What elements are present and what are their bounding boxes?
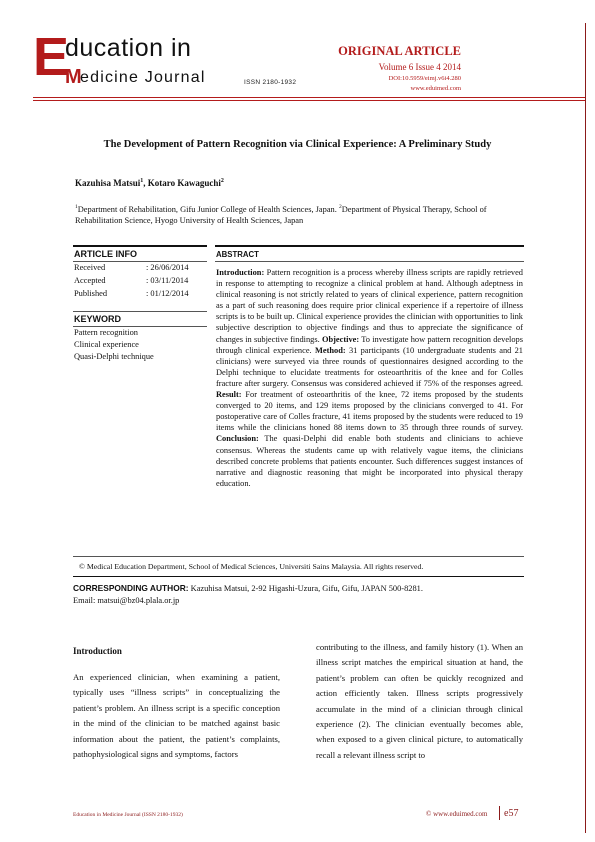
footer-website-link[interactable]: © www.eduimed.com — [426, 810, 488, 818]
abstract-rule-thick — [215, 245, 524, 247]
author-list — [75, 178, 224, 188]
abstract-objective-label: Objective: — [321, 334, 360, 344]
keyword-rule-bottom — [73, 326, 207, 327]
corresponding-author — [73, 582, 533, 607]
abstract-method: 31 participants (10 undergraduate students and 21 clinicians) were surveyed via three rounds of questionnaires designed according to the Delphi technique to elucidate treatments for osteoarthritis of the knee and for Colles fracture after surgery. Consensus was considered achieved if 75% of the responses agreed. — [216, 345, 523, 388]
affiliation-text: Department of Rehabilitation, Gifu Junior College of Health Sciences, Japan. — [77, 204, 339, 214]
keyword-item: Clinical experience — [74, 340, 139, 349]
logo-letter-m: M — [65, 66, 82, 88]
info-rule-thin — [73, 261, 207, 262]
accepted-label: Accepted — [74, 276, 106, 285]
author-separator: , — [143, 178, 148, 188]
author-affil-marker: 2 — [220, 178, 224, 184]
article-info-heading: ARTICLE INFO — [74, 249, 137, 259]
body-column-left: An experienced clinician, when examining a patient, typically uses “illness scripts” in conceptualizing the patient’s problem. An illness script is a specific conception in the mind of the clinician to be matched against basic information about the patient, the patient’s complaints, pathophysiological signs and symptoms, factors — [73, 672, 280, 760]
logo-text-line1: ducation in — [65, 34, 192, 62]
abstract-conclusion-label: Conclusion: — [216, 434, 259, 444]
published-date: : 01/12/2014 — [146, 289, 189, 298]
article-type: ORIGINAL ARTICLE — [338, 44, 461, 58]
accepted-date: : 03/11/2014 — [146, 276, 189, 285]
affiliations — [75, 202, 515, 226]
corresponding-address: Kazuhisa Matsui, 2-92 Higashi-Uzura, Gifu, Gifu, JAPAN 500-8281. — [188, 584, 423, 593]
volume-info: Volume 6 Issue 4 2014 — [378, 62, 461, 72]
affil-marker: 2 — [338, 204, 342, 210]
abstract-result-label: Result: — [216, 390, 242, 400]
logo-text-line2: edicine Journal — [80, 69, 206, 86]
affil-marker: 1 — [75, 204, 78, 210]
header-rule-bottom — [33, 100, 585, 101]
abstract-result: For treatment of osteoarthritis of the knee, 72 items proposed by the students converged to 20 items, and 129 items proposed by the clinicians converged to 41. For postoperative care of Colles fracture, 41 items proposed by the students were reduced to 19 items while the clinicians honed 88 items down to 35 through three rounds of survey. — [216, 390, 523, 433]
abstract-body — [216, 267, 523, 489]
abstract-method-label: Method: — [314, 345, 346, 355]
received-label: Received — [74, 263, 106, 272]
abstract-heading: ABSTRACT — [216, 250, 259, 259]
article-title: The Development of Pattern Recognition via Clinical Experience: A Preliminary Study — [103, 139, 492, 150]
abstract-conclusion: The quasi-Delphi did enable both students and clinicians to achieve consensus. Whereas the students came up with relatively vague items, the clinicians described concrete problems that patients encounter. Such differences suggest instances of narrative and diagnostic reasoning that might be incorporated into physical therapy education. — [216, 434, 523, 488]
published-label: Published — [74, 289, 108, 298]
abstract-rule-thin — [215, 261, 524, 262]
footer-separator — [499, 806, 500, 820]
received-date: : 26/06/2014 — [146, 263, 189, 272]
keyword-item: Quasi-Delphi technique — [74, 352, 154, 361]
received-row — [74, 263, 189, 272]
keyword-item: Pattern recognition — [74, 328, 138, 337]
abstract-intro-label: Introduction: — [216, 268, 265, 277]
author-affil-marker: 1 — [140, 178, 144, 184]
keyword-heading: KEYWORD — [74, 314, 121, 324]
abstract-intro: Pattern recognition is a process whereby illness scripts are rapidly retrieved in response to attempting to recognize a clinical problem at hand. Although adeptness in clinical reasoning is not strictly related to years of clinical experience, pattern recognition as a part of such reasoning does require prior clinical experience if a repertoire of illness scripts is to be built up. Clinical experience provides the clinician with opportunities to link subjective description to objective findings and thus to appreciate the significance of changes in subjective findings. — [216, 268, 523, 344]
footer-journal: Education in Medicine Journal (ISSN 2180-1932) — [73, 812, 183, 818]
accepted-row — [74, 276, 188, 285]
info-rule-thick — [73, 245, 207, 247]
author-name: Kotaro Kawaguchi — [147, 178, 221, 188]
section-heading-introduction: Introduction — [73, 646, 122, 656]
affiliation-text: Department of Physical Therapy, School of Rehabilitation Science, Hyogo University of Health Sciences, Japan — [75, 204, 487, 225]
logo-letter-e: E — [33, 27, 70, 87]
keyword-rule-top — [73, 311, 207, 312]
published-row — [74, 289, 189, 298]
abstract-end-rule — [73, 556, 524, 557]
page-number: e57 — [504, 808, 519, 819]
abstract-objective: To investigate how pattern recognition develops through clinical experience. — [216, 334, 523, 355]
corresponding-email[interactable]: Email: matsui@bz04.plala.or.jp — [73, 596, 180, 605]
copyright-notice: © Medical Education Department, School of Medical Sciences, Universiti Sains Malaysia. All rights reserved. — [79, 562, 424, 571]
corresponding-label: CORRESPONDING AUTHOR: — [73, 583, 189, 593]
body-column-right: contributing to the illness, and family history (1). When an illness script matches the empirical situation at hand, the patient’s problem can often be quickly recognized and action efficiently taken. Illness scripts progressively accumulate in the mind of a clinician through clinical experience (2). The clinician eventually becomes able, when exposed to a given clinical picture, to automatically recall a relevant illness script to — [316, 642, 523, 760]
author-name: Kazuhisa Matsui — [75, 178, 141, 188]
issn-label: ISSN 2180-1932 — [244, 79, 297, 86]
corresponding-rule — [73, 576, 524, 577]
doi-link[interactable]: DOI:10.5959/eimj.v6i4.280 — [388, 75, 461, 82]
website-link[interactable]: www.eduimed.com — [410, 85, 461, 92]
header-rule-top — [33, 97, 585, 98]
